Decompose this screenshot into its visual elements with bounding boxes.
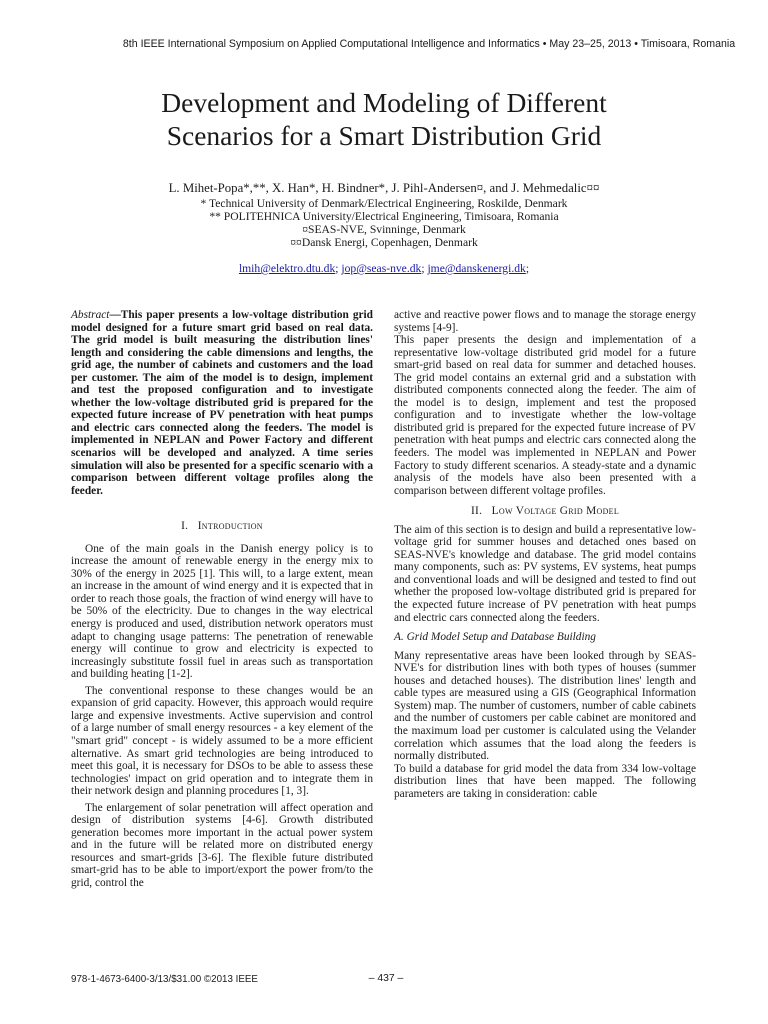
email-link-1[interactable]: lmih@elektro.dtu.dk bbox=[238, 262, 336, 275]
email-link-2[interactable]: jop@seas-nve.dk bbox=[341, 262, 422, 275]
page-number: – 437 – bbox=[368, 973, 404, 984]
section-title: Low Voltage Grid Model bbox=[491, 505, 620, 518]
right-column bbox=[394, 309, 696, 800]
intro-paragraph-2: The conventional response to these changes would be an expansion of grid capacity. However, this approach would require large and expensive investments. Active supervision and control of a large number of small energy resources - a key element of the "smart grid" concept - is widely assumed to be a more efficient alternative. As smart grid technologies are being introduced to meet this goal, it is necessary for DSOs to be able to assess these technologies' impact on grid operation and to integrate them in their network design and planning procedures [1, 3]. bbox=[71, 684, 373, 798]
section-number: II. bbox=[470, 505, 483, 518]
email-line bbox=[60, 262, 708, 275]
title-line-2: Scenarios for a Smart Distribution Grid bbox=[166, 120, 602, 151]
subsection-a-paragraph-2: To build a database for grid model the data from 334 low-voltage distribution lines that have been mapped. The following parameters are taking in consideration: cable bbox=[394, 762, 696, 800]
section-title: Introduction bbox=[197, 520, 263, 533]
section-heading-low-voltage-grid-model bbox=[394, 505, 696, 518]
subsection-heading-a: A. Grid Model Setup and Database Building bbox=[394, 631, 596, 644]
email-link-3[interactable]: jme@danskenergi.dk bbox=[427, 262, 526, 275]
intro-paragraph-1: One of the main goals in the Danish energy policy is to increase the amount of renewable energy in the energy mix to 30% of the energy in 2025 [1]. This will, to a large extent, mean an increase in the amount of wind energy and it is expected that in order to reach those goals, the fraction of wind energy will have to be 50% of the electricity. Due to changes in the way electrical energy is produced and used, distribution network operators must adapt to changing usage patterns: The penetration of renewable energy will continue to grow and electricity is expected to increasingly substitute fossil fuel in areas such as transportation and building heating [1-2]. bbox=[71, 542, 373, 681]
author-block bbox=[60, 182, 708, 275]
email-sep-2: ; bbox=[421, 262, 425, 275]
right-paragraph-1: active and reactive power flows and to manage the storage energy systems [4-9]. bbox=[394, 309, 696, 334]
affiliation-3: ¤SEAS-NVE, Svinninge, Denmark bbox=[302, 223, 466, 236]
paper-title bbox=[60, 86, 708, 152]
footer-copyright: 978-1-4673-6400-3/13/$31.00 ©2013 IEEE bbox=[71, 974, 258, 985]
author-names: L. Mihet-Popa*,**, X. Han*, H. Bindner*, J. Pihl-Andersen¤, and J. Mehmedalic¤¤ bbox=[168, 181, 600, 195]
affiliation-4: ¤¤Dansk Energi, Copenhagen, Denmark bbox=[290, 236, 478, 249]
section2-paragraph-1: The aim of this section is to design and build a representative low-voltage grid for summer houses and detached ones based on SEAS-NVE's knowledge and database. The grid model contains many components, such as: PV systems, EV systems, heat pumps and conventional loads and will be designed and tested to find out whether the proposed low-voltage distributed grid is prepared for the expected future increase of PV penetration with heat pumps and electric cars connected along the feeders. bbox=[394, 523, 696, 624]
intro-paragraph-3: The enlargement of solar penetration will affect operation and design of distribution systems [4-6]. Growth distributed generation becomes more important in the actual power system and in the future will be related more on distributed energy resources and smart-grids [3-6]. The flexible future distributed smart-grid has to be able to import/export the power from/to the grid, control the bbox=[71, 801, 373, 889]
subsection-a-paragraph-1: Many representative areas have been looked through by SEAS-NVE's for distribution lines with both types of houses (summer houses and detached houses). The distribution lines' length and cable types are measured using a GIS (Geographical Information System) map. The number of customers, number of cable cabinets and the number of customers per cable cabinet are monitored and the maximum load per customer is calculated using the Velander correlation which assumes that the load along the feeders is normally distributed. bbox=[394, 649, 696, 763]
conference-header: 8th IEEE International Symposium on Applied Computational Intelligence and Informatics • May 23–25, 2013 • Timisoara, Romania bbox=[122, 38, 736, 50]
title-line-1: Development and Modeling of Different bbox=[161, 87, 607, 118]
section-heading-introduction bbox=[71, 520, 373, 533]
abstract-text: —This paper presents a low-voltage distribution grid model designed for a future smart grid based on real data. The grid model is built measuring the distribution lines' length and considering the cable dimensions and lengths, the grid age, the number of cabinets and customers and the load per customer. The aim of the model is to design, implement and test the proposed configuration and to investigate whether the low-voltage distributed grid is prepared for the expected future increase of PV penetration with heat pumps and electric cars connected along the feeders. The model is implemented in NEPLAN and Power Factory and different scenarios will be developed and analyzed. A time series simulation will also be presented for a specific scenario with a comparison between different voltage profiles along the feeder. bbox=[71, 309, 373, 497]
affiliation-2: ** POLITEHNICA University/Electrical Engineering, Timisoara, Romania bbox=[209, 210, 559, 223]
affiliation-1: * Technical University of Denmark/Electrical Engineering, Roskilde, Denmark bbox=[200, 197, 568, 210]
email-sep-1: ; bbox=[335, 262, 339, 275]
abstract-label: Abstract bbox=[71, 309, 110, 321]
right-paragraph-2: This paper presents the design and implementation of a representative low-voltage distributed grid model for a future smart-grid based on real data for summer and detached houses. The grid model contains an external grid and a substation with distributed components connected along the feeder. The aim of the model is to design, implement and test the proposed configuration and to investigate whether the low-voltage distributed grid is prepared for the expected future increase of PV penetration with heat pumps and electric cars connected along the feeders. The model was implemented in NEPLAN and Power Factory to study different scenarios. A steady-state and a dynamic analysis of the models have also been presented with a comparison between different voltage profiles. bbox=[394, 334, 696, 497]
abstract bbox=[71, 309, 373, 497]
section-number: I. bbox=[181, 520, 189, 533]
email-sep-3: ; bbox=[525, 262, 530, 275]
left-column bbox=[71, 309, 373, 890]
